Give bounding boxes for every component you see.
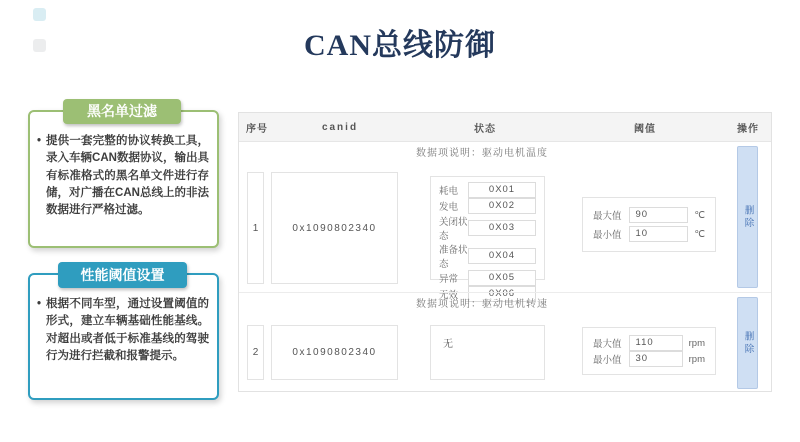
status-row xyxy=(439,270,536,286)
status-value-input[interactable]: 0X01 xyxy=(468,182,536,198)
status-cell: 无 xyxy=(430,325,545,380)
can-rules-table xyxy=(238,112,772,392)
status-value-input[interactable]: 0X06 xyxy=(468,286,536,302)
threshold-unit: ℃ xyxy=(694,228,705,240)
canid-cell: 0x1090802340 xyxy=(271,325,398,380)
threshold-label: 最大值 xyxy=(593,211,622,222)
status-label: 耗电 xyxy=(439,186,459,197)
threshold-value-input[interactable]: 30 xyxy=(629,351,683,367)
table-header-row xyxy=(239,113,771,142)
performance-threshold-text xyxy=(30,275,217,371)
bullet-point: • xyxy=(37,298,42,310)
threshold-row-min xyxy=(593,226,705,242)
status-row xyxy=(439,242,536,270)
threshold-unit: ℃ xyxy=(694,209,705,221)
section-description: 数据项说明：驱动电机温度 xyxy=(416,148,548,159)
threshold-value-input[interactable]: 10 xyxy=(629,226,689,242)
delete-button[interactable]: 删除 xyxy=(737,146,758,288)
threshold-row-max xyxy=(593,207,705,223)
threshold-cell xyxy=(582,197,716,252)
header-threshold: 阈值 xyxy=(634,123,656,135)
status-label: 发电 xyxy=(439,202,459,213)
status-label: 无效 xyxy=(439,290,459,301)
blacklist-filter-description: 提供一套完整的协议转换工具，录入车辆CAN数据协议，输出具有标准格式的黑名单文件进行存储，对广播在CAN总线上的非法数据进行严格过滤。 xyxy=(46,135,209,216)
status-row xyxy=(439,214,536,242)
threshold-value-input[interactable]: 90 xyxy=(629,207,689,223)
threshold-value-input[interactable]: 110 xyxy=(629,335,683,351)
status-cell xyxy=(430,176,545,301)
table-row-motor-temperature xyxy=(239,142,771,301)
status-label: 准备状态 xyxy=(439,245,468,270)
threshold-unit: rpm xyxy=(688,353,705,365)
header-status: 状态 xyxy=(474,123,496,135)
status-value-input[interactable]: 0X04 xyxy=(468,248,536,264)
threshold-label: 最小值 xyxy=(593,230,622,241)
status-value-input[interactable]: 0X02 xyxy=(468,198,536,214)
header-canid: canid xyxy=(321,121,359,133)
table-row-motor-speed xyxy=(239,292,771,393)
status-label: 异常 xyxy=(439,274,459,285)
status-label: 关闭状态 xyxy=(439,217,468,242)
row-index-cell: 2 xyxy=(247,325,264,380)
header-action: 操作 xyxy=(737,123,759,135)
row-index-cell: 1 xyxy=(247,172,264,284)
status-row xyxy=(439,182,536,198)
header-index: 序号 xyxy=(246,123,268,135)
section-description: 数据项说明：驱动电机转速 xyxy=(416,299,548,310)
canid-cell: 0x1090802340 xyxy=(271,172,398,284)
performance-threshold-box xyxy=(28,273,219,400)
blacklist-filter-text xyxy=(30,112,217,225)
threshold-label: 最小值 xyxy=(593,355,622,366)
status-row xyxy=(439,198,536,214)
threshold-row-min xyxy=(593,351,705,367)
blacklist-filter-box xyxy=(28,110,219,248)
threshold-label: 最大值 xyxy=(593,339,622,350)
threshold-row-max xyxy=(593,335,705,351)
delete-button[interactable]: 删除 xyxy=(737,297,758,389)
status-value-input[interactable]: 0X03 xyxy=(468,220,536,236)
performance-threshold-description: 根据不同车型，通过设置阈值的形式，建立车辆基础性能基线。对超出或者低于标准基线的驾驶行为进行拦截和报警提示。 xyxy=(46,298,209,362)
threshold-unit: rpm xyxy=(688,337,705,349)
status-value-input[interactable]: 0X05 xyxy=(468,270,536,286)
blacklist-filter-tab: 黑名单过滤 xyxy=(63,99,181,124)
threshold-cell xyxy=(582,327,716,375)
bullet-point: • xyxy=(37,135,42,147)
page-title: CAN总线防御 xyxy=(304,29,496,62)
performance-threshold-tab: 性能阈值设置 xyxy=(58,262,187,288)
